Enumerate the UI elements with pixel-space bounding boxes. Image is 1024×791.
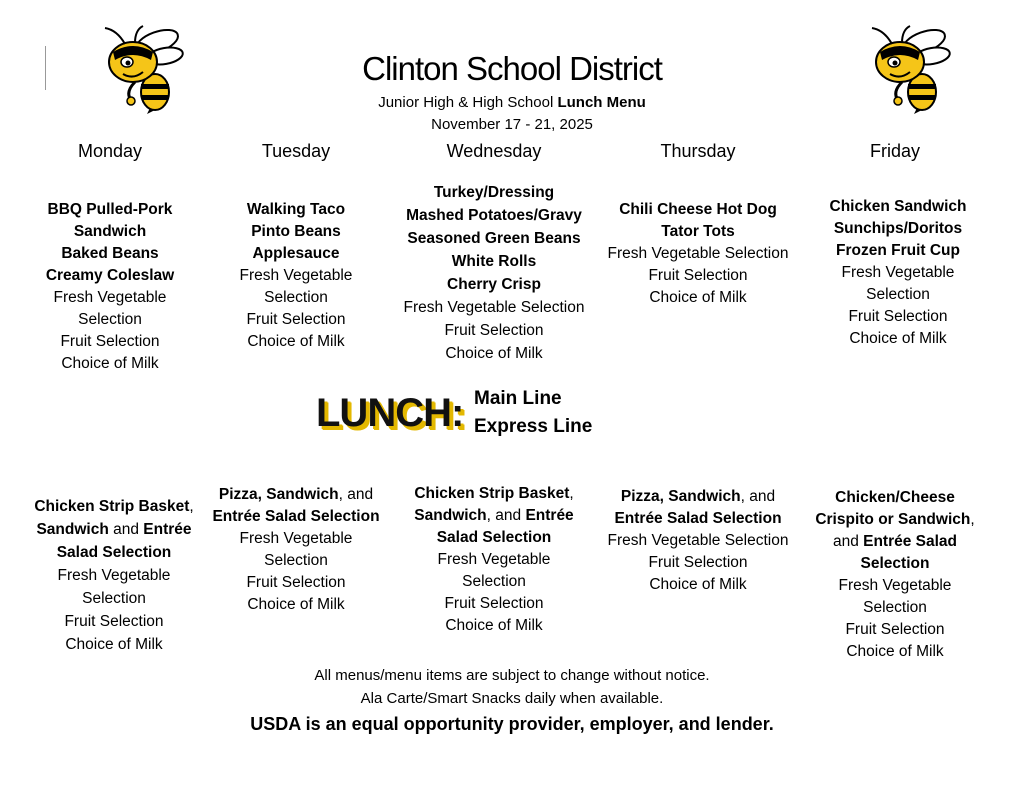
day-header-wednesday: Wednesday (446, 141, 542, 161)
express-line-thursday: Pizza, Sandwich, and Entrée Salad Selection Fresh Vegetable Selection Fruit Selection Choice of Milk (607, 488, 789, 593)
footer-usda-statement: USDA is an equal opportunity provider, employer, and lender. (250, 714, 774, 734)
lunch-heading: LUNCH: (316, 391, 464, 435)
footer-disclaimer: All menus/menu items are subject to change without notice. (314, 667, 710, 684)
menu-dates: November 17 - 21, 2025 (431, 116, 593, 133)
main-line-label: Main Line (474, 388, 562, 409)
main-line-tuesday: Walking Taco Pinto Beans Applesauce Fresh Vegetable Selection Fruit Selection Choice of Milk (239, 201, 353, 350)
day-header-monday: Monday (77, 141, 143, 161)
line-legend (474, 385, 592, 441)
express-line-friday: Chicken/Cheese Crispito or Sandwich, and Entrée Salad Selection Fresh Vegetable Selection Fruit Selection Choice of Milk (815, 489, 975, 660)
day-header-tuesday: Tuesday (261, 141, 331, 161)
day-header-thursday: Thursday (660, 141, 736, 161)
footer-ala-carte: Ala Carte/Smart Snacks daily when available. (360, 690, 664, 707)
main-line-friday: Chicken Sandwich Sunchips/Doritos Frozen Fruit Cup Fresh Vegetable Selection Fruit Selection Choice of Milk (829, 198, 967, 347)
menu-subtitle: Junior High & High School Lunch Menu (378, 94, 646, 111)
express-line-label: Express Line (474, 416, 593, 437)
day-header-friday: Friday (869, 141, 920, 161)
express-line-monday: Chicken Strip Basket, Sandwich and Entrée Salad Selection Fresh Vegetable Selection Fruit Selection Choice of Milk (34, 498, 194, 653)
main-line-thursday: Chili Cheese Hot Dog Tator Tots Fresh Vegetable Selection Fruit Selection Choice of Milk (607, 201, 789, 306)
page-title: Clinton School District (362, 50, 662, 87)
express-line-wednesday: Chicken Strip Basket, Sandwich, and Entrée Salad Selection Fresh Vegetable Selection Fruit Selection Choice of Milk (414, 485, 574, 634)
main-line-wednesday: Turkey/Dressing Mashed Potatoes/Gravy Seasoned Green Beans White Rolls Cherry Crisp Fresh Vegetable Selection Fruit Selection Choice of Milk (403, 184, 585, 362)
main-line-monday: BBQ Pulled-Pork Sandwich Baked Beans Creamy Coleslaw Fresh Vegetable Selection Fruit Selection Choice of Milk (45, 201, 175, 372)
express-line-tuesday: Pizza, Sandwich, and Entrée Salad Selection Fresh Vegetable Selection Fruit Selection Choice of Milk (212, 486, 380, 613)
